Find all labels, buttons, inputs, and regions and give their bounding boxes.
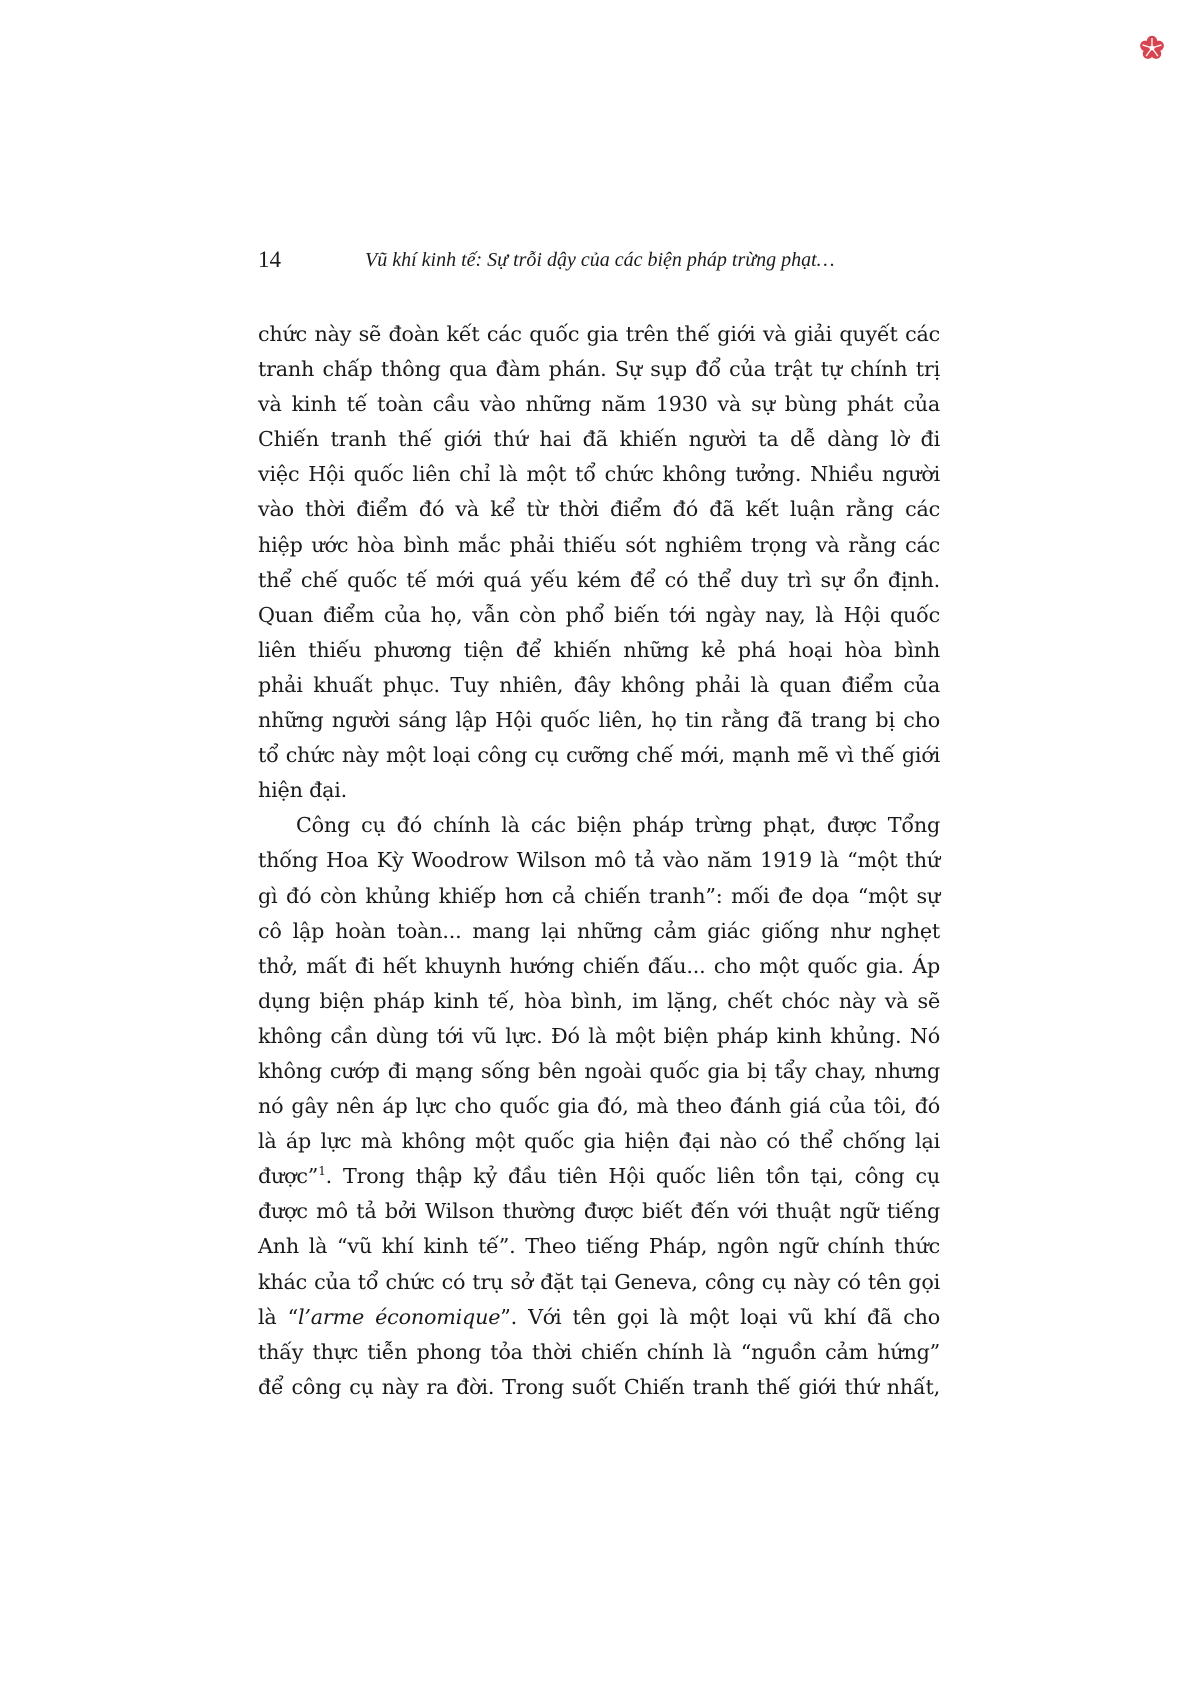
flower-logo-icon	[1138, 34, 1166, 62]
text-line: được mô tả bởi Wilson thường được biết đến với thuật ngữ tiếng	[258, 1199, 940, 1224]
text-line: dụng biện pháp kinh tế, hòa bình, im lặng, chết chóc này và sẽ	[258, 988, 940, 1013]
text-line: để công cụ này ra đời. Trong suốt Chiến tranh thế giới thứ nhất,	[258, 1374, 940, 1399]
text-line: thống Hoa Kỳ Woodrow Wilson mô tả vào năm 1919 là “một thứ	[258, 848, 940, 873]
text-line: Anh là “vũ khí kinh tế”. Theo tiếng Pháp, ngôn ngữ chính thức	[258, 1234, 940, 1259]
text-line: Công cụ đó chính là các biện pháp trừng phạt, được Tổng	[296, 813, 940, 838]
page-number: 14	[258, 247, 281, 272]
text-line	[258, 1159, 940, 1194]
text-line: thở, mất đi hết khuynh hướng chiến đấu... cho một quốc gia. Áp	[258, 953, 940, 978]
text-line: thể chế quốc tế mới quá yếu kém để có thể duy trì sự ổn định.	[258, 567, 940, 592]
text-line: vào thời điểm đó và kể từ thời điểm đó đã kết luận rằng các	[258, 497, 940, 522]
italic-term: l’arme économique	[298, 1304, 501, 1329]
text-line: không cướp đi mạng sống bên ngoài quốc gia bị tẩy chay, nhưng	[258, 1058, 940, 1083]
text-line: việc Hội quốc liên chỉ là một tổ chức không tưởng. Nhiều người	[258, 462, 940, 487]
text-line: và kinh tế toàn cầu vào những năm 1930 và sự bùng phát của	[258, 392, 940, 417]
running-title: Vũ khí kinh tế: Sự trỗi dậy của các biện pháp trừng phạt…	[365, 249, 835, 271]
text-line: khác của tổ chức có trụ sở đặt tại Geneva, công cụ này có tên gọi	[258, 1269, 940, 1294]
text-line: tranh chấp thông qua đàm phán. Sự sụp đổ của trật tự chính trị	[258, 357, 940, 382]
body-text	[258, 317, 940, 1405]
text-line: không cần dùng tới vũ lực. Đó là một biện pháp kinh khủng. Nó	[258, 1023, 940, 1048]
running-header	[258, 245, 940, 275]
text-fragment: được”	[258, 1164, 319, 1189]
text-line: hiện đại.	[258, 778, 348, 803]
footnote-marker: 1	[318, 1164, 326, 1179]
text-fragment: là “	[258, 1304, 298, 1329]
text-line: hiệp ước hòa bình mắc phải thiếu sót nghiêm trọng và rằng các	[258, 532, 940, 557]
text-line: Quan điểm của họ, vẫn còn phổ biến tới ngày nay, là Hội quốc	[258, 602, 940, 627]
text-line: những người sáng lập Hội quốc liên, họ tin rằng đã trang bị cho	[258, 708, 940, 733]
text-line: Chiến tranh thế giới thứ hai đã khiến người ta dễ dàng lờ đi	[258, 427, 940, 452]
text-line: nó gây nên áp lực cho quốc gia đó, mà theo đánh giá của tôi, đó	[258, 1094, 940, 1119]
text-fragment: ”. Với tên gọi là một loại vũ khí đã cho	[500, 1304, 941, 1329]
text-line: gì đó còn khủng khiếp hơn cả chiến tranh”: mối đe dọa “một sự	[258, 883, 940, 908]
text-line	[258, 1300, 940, 1335]
text-line: tổ chức này một loại công cụ cưỡng chế mới, mạnh mẽ vì thế giới	[258, 743, 940, 768]
text-line: chức này sẽ đoàn kết các quốc gia trên thế giới và giải quyết các	[258, 322, 940, 346]
text-fragment: . Trong thập kỷ đầu tiên Hội quốc liên tồn tại, công cụ	[325, 1164, 940, 1189]
text-line: cô lập hoàn toàn... mang lại những cảm giác giống như nghẹt	[258, 918, 940, 943]
text-line: thấy thực tiễn phong tỏa thời chiến chính là “nguồn cảm hứng”	[258, 1339, 940, 1364]
text-line: phải khuất phục. Tuy nhiên, đây không phải là quan điểm của	[258, 672, 940, 697]
text-line: là áp lực mà không một quốc gia hiện đại nào có thể chống lại	[258, 1129, 940, 1154]
text-line: liên thiếu phương tiện để khiến những kẻ phá hoại hòa bình	[258, 637, 940, 662]
